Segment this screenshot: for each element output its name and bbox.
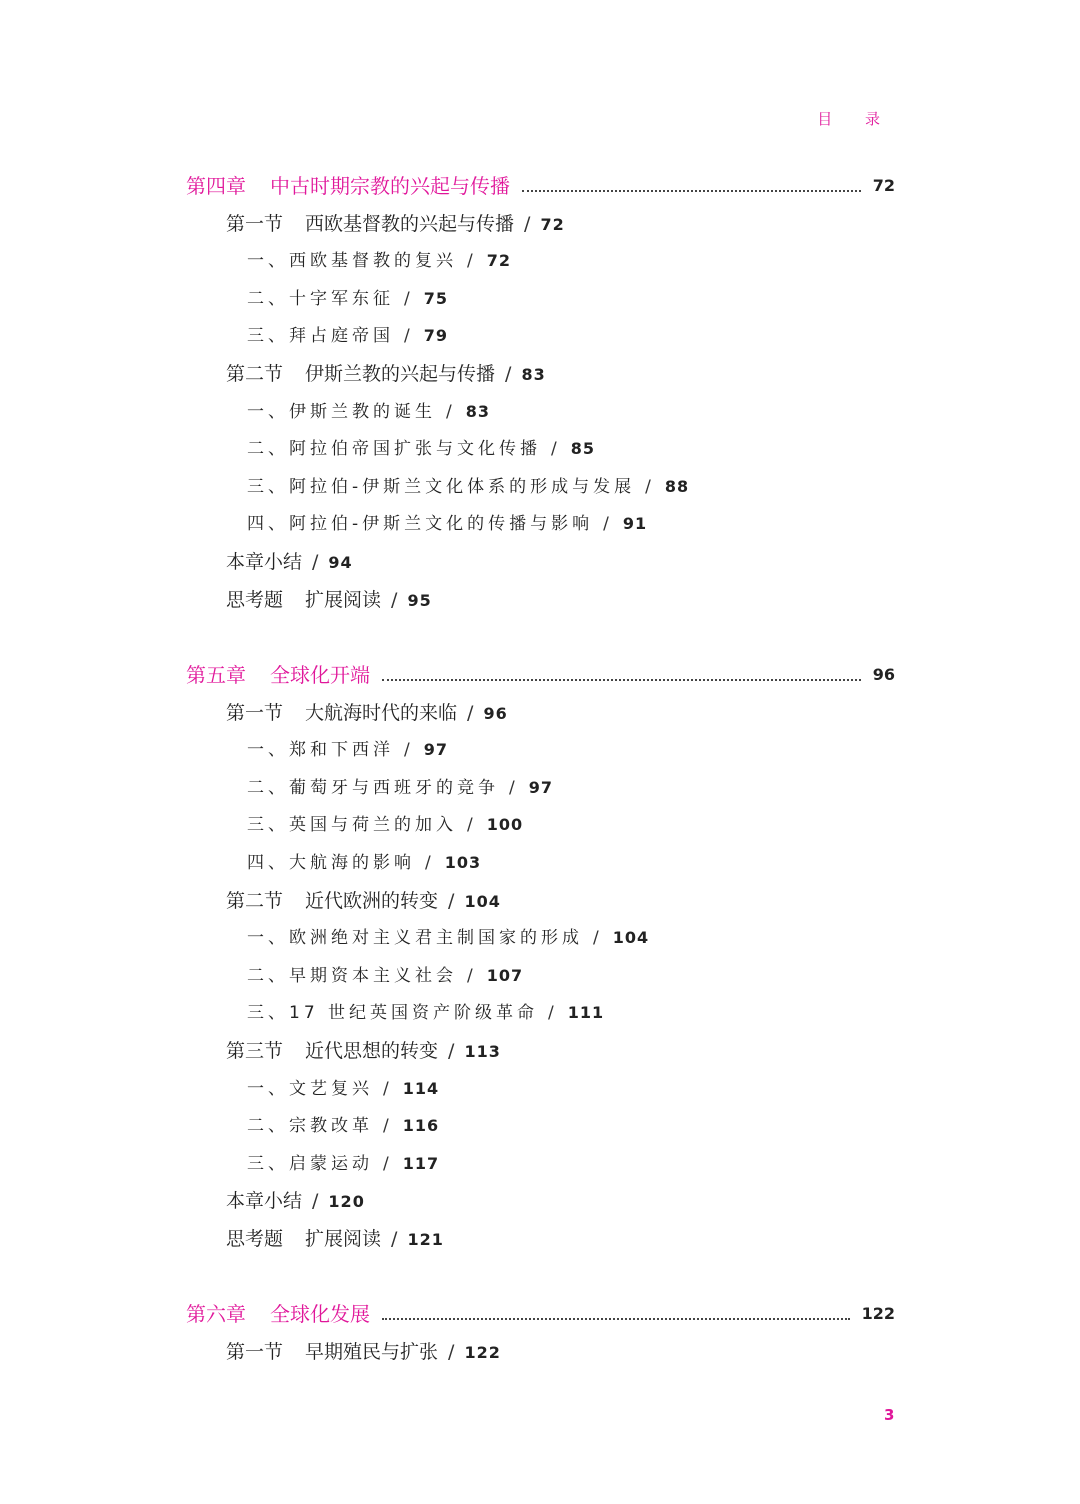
toc-item[interactable] [247,1112,439,1140]
separator-slash: / [551,439,561,460]
separator-slash: / [312,1190,319,1213]
toc-item[interactable] [247,736,448,764]
section-title: 西欧基督教的兴起与传播 [305,212,515,235]
item-title: 二、阿拉伯帝国扩张与文化传播 [247,439,541,460]
separator-slash: / [467,701,474,724]
separator-slash: / [391,1228,398,1250]
toc-item[interactable] [247,849,481,877]
separator-slash: / [467,815,477,836]
separator-slash: / [404,288,414,309]
chapter-label: 第五章 [186,663,246,687]
section-title: 近代思想的转变 [305,1040,439,1062]
item-title: 一、文艺复兴 [247,1078,373,1099]
separator-slash: / [383,1116,393,1137]
section-label: 第一节 [226,1340,284,1363]
chapter-page: 72 [872,176,895,195]
section-label: 思考题 [226,588,284,611]
item-title: 四、大航海的影响 [247,853,415,873]
chapter-title: 全球化开端 [270,663,370,687]
toc-section[interactable] [226,887,501,915]
toc-item[interactable] [247,1150,439,1178]
item-page: 97 [528,777,553,797]
dot-leader [382,1316,850,1320]
section-title: 早期殖民与扩张 [305,1340,439,1363]
toc-section[interactable] [226,1225,444,1253]
toc-item[interactable] [247,774,553,802]
section-title: 伊斯兰教的兴起与传播 [305,363,496,385]
separator-slash: / [467,251,477,272]
item-title: 三、拜占庭帝国 [247,326,394,347]
chapter-heading[interactable] [186,661,895,689]
toc-item[interactable] [247,247,511,275]
toc-item[interactable] [247,398,490,426]
item-title: 二、葡萄牙与西班牙的竞争 [247,777,499,798]
separator-slash: / [509,777,519,798]
section-label: 第一节 [226,212,284,235]
chapter-heading[interactable] [186,172,895,200]
dot-leader [382,677,861,681]
toc-item[interactable] [247,811,523,839]
toc-section[interactable] [226,1338,501,1366]
section-label: 本章小结 [226,551,303,573]
separator-slash: / [548,1003,558,1024]
item-page: 117 [402,1153,440,1173]
item-page: 114 [402,1078,440,1098]
item-page: 79 [423,326,448,346]
item-page: 103 [444,853,482,872]
toc-item[interactable] [247,999,604,1027]
separator-slash: / [448,889,455,912]
item-page: 85 [570,439,595,459]
item-title: 二、十字军东征 [247,288,394,309]
chapter-title: 全球化发展 [270,1302,370,1326]
section-page: 95 [407,590,432,610]
item-title: 二、宗教改革 [247,1116,373,1137]
page-number: 3 [884,1406,895,1424]
section-title: 扩展阅读 [305,588,382,611]
toc-item[interactable] [247,924,649,952]
section-page: 120 [328,1192,365,1212]
toc-item[interactable] [247,962,523,990]
section-page: 122 [464,1342,501,1362]
section-label: 本章小结 [226,1190,303,1213]
toc-item[interactable] [247,285,448,313]
item-page: 116 [402,1116,440,1136]
section-label: 第二节 [226,363,284,385]
item-page: 111 [567,1003,605,1023]
toc-section[interactable] [226,1187,365,1215]
toc-item[interactable] [247,322,448,350]
separator-slash: / [446,401,456,422]
chapter-title: 中古时期宗教的兴起与传播 [270,174,510,198]
section-title: 大航海时代的来临 [305,701,458,724]
chapter-heading[interactable] [186,1300,895,1328]
item-title: 四、阿拉伯-伊斯兰文化的传播与影响 [247,514,594,535]
separator-slash: / [391,588,398,611]
section-label: 第三节 [226,1040,284,1062]
toc-section[interactable] [226,360,546,388]
separator-slash: / [312,551,319,573]
separator-slash: / [467,965,477,986]
separator-slash: / [645,476,655,497]
toc-item[interactable] [247,510,647,538]
item-title: 二、早期资本主义社会 [247,965,457,986]
separator-slash: / [448,1340,455,1363]
separator-slash: / [593,928,603,949]
separator-slash: / [603,514,613,535]
separator-slash: / [383,1078,393,1099]
section-page: 104 [464,891,501,911]
item-title: 一、欧洲绝对主义君主制国家的形成 [247,928,583,949]
toc-item[interactable] [247,435,595,463]
separator-slash: / [425,853,435,873]
toc-section[interactable] [226,1037,501,1065]
section-page: 94 [328,553,353,572]
item-page: 107 [486,965,524,985]
toc-section[interactable] [226,548,353,576]
section-label: 第二节 [226,889,284,912]
running-header: 目 录 [817,110,894,128]
section-page: 113 [464,1042,501,1061]
item-page: 88 [664,476,690,496]
item-page: 104 [612,928,650,948]
item-page: 83 [465,401,490,421]
item-title: 一、郑和下西洋 [247,740,394,761]
item-title: 一、伊斯兰教的诞生 [247,401,436,422]
item-title: 一、西欧基督教的复兴 [247,251,457,272]
separator-slash: / [448,1040,455,1062]
toc-item[interactable] [247,473,689,501]
chapter-page: 122 [861,1304,895,1323]
dot-leader [522,188,861,192]
item-title: 三、英国与荷兰的加入 [247,815,457,836]
separator-slash: / [505,363,512,385]
section-page: 96 [483,703,508,723]
toc-section[interactable] [226,210,565,238]
section-page: 121 [407,1230,444,1249]
section-label: 思考题 [226,1228,284,1250]
chapter-page: 96 [872,665,895,684]
chapter-label: 第六章 [186,1302,246,1326]
item-title: 三、启蒙运动 [247,1153,373,1174]
toc-section[interactable] [226,586,432,614]
item-title: 三、17 世纪英国资产阶级革命 [247,1003,539,1024]
item-title: 三、阿拉伯-伊斯兰文化体系的形成与发展 [247,476,636,497]
separator-slash: / [404,326,414,347]
section-label: 第一节 [226,701,284,724]
section-page: 83 [521,365,546,384]
item-page: 75 [423,288,448,308]
separator-slash: / [383,1153,393,1174]
chapter-label: 第四章 [186,174,246,198]
section-page: 72 [540,214,565,234]
item-page: 97 [423,740,448,760]
toc-item[interactable] [247,1075,439,1103]
separator-slash: / [524,212,531,235]
item-page: 100 [486,815,524,835]
toc-section[interactable] [226,699,508,727]
section-title: 扩展阅读 [305,1228,382,1250]
section-title: 近代欧洲的转变 [305,889,439,912]
item-page: 91 [622,514,648,534]
item-page: 72 [486,251,511,271]
separator-slash: / [404,740,414,761]
